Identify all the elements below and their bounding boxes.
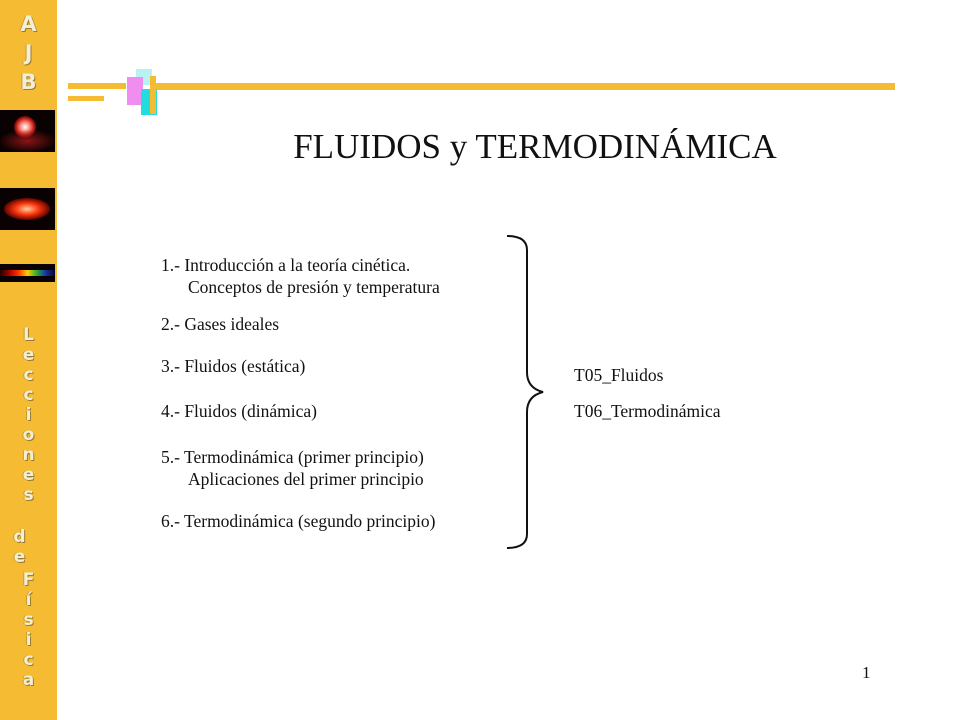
topic-line: 6.- Termodinámica (segundo principio) xyxy=(161,511,436,531)
left-sidebar-strip xyxy=(0,0,57,720)
sidebar-letter: F xyxy=(22,570,35,590)
topic-item-1 xyxy=(161,254,440,298)
sidebar-letter: s xyxy=(23,610,34,630)
sidebar-letter: i xyxy=(25,405,32,425)
sidebar-letter: n xyxy=(22,445,35,465)
monogram-letter: J xyxy=(24,41,33,65)
sidebar-photo-lab xyxy=(0,110,55,152)
topic-subline: Conceptos de presión y temperatura xyxy=(188,277,440,297)
topic-line: 5.- Termodinámica (primer principio) xyxy=(161,447,424,467)
sidebar-letter: c xyxy=(23,650,34,670)
sidebar-photo-flame xyxy=(0,188,55,230)
sidebar-letter: d xyxy=(13,527,26,547)
topic-item-5 xyxy=(161,446,424,490)
sidebar-photo-spectrum xyxy=(0,264,55,282)
slide-title: FLUIDOS y TERMODINÁMICA xyxy=(293,127,777,166)
sidebar-letter: L xyxy=(23,325,34,345)
decor-bar-short xyxy=(68,96,104,101)
sidebar-letter: e xyxy=(22,465,35,485)
sidebar-letter: i xyxy=(25,630,32,650)
topic-line: 2.- Gases ideales xyxy=(161,314,280,334)
topic-item-3 xyxy=(161,355,305,377)
topic-item-6 xyxy=(161,510,436,532)
page-number: 1 xyxy=(862,663,871,682)
decor-bar-long xyxy=(155,83,895,90)
sidebar-letter: í xyxy=(25,590,32,610)
decor-bar-vertical xyxy=(150,76,156,114)
decor-bar-short xyxy=(68,83,126,89)
topic-item-4 xyxy=(161,400,317,422)
sidebar-letter: c xyxy=(23,365,34,385)
topic-line: 4.- Fluidos (dinámica) xyxy=(161,401,318,421)
sidebar-letter: e xyxy=(13,547,26,567)
sidebar-letter: c xyxy=(23,385,34,405)
monogram-letter: B xyxy=(20,70,37,94)
sidebar-letter: a xyxy=(22,670,35,690)
sidebar-letter: o xyxy=(22,425,35,445)
topic-item-2 xyxy=(161,313,279,335)
sidebar-letter: e xyxy=(22,345,35,365)
topic-subline: Aplicaciones del primer principio xyxy=(188,469,424,489)
topic-line: 3.- Fluidos (estática) xyxy=(161,356,306,376)
file-ref-termodinamica: T06_Termodinámica xyxy=(574,401,721,421)
monogram-letter: A xyxy=(20,12,37,36)
topic-line: 1.- Introducción a la teoría cinética. xyxy=(161,255,411,275)
file-ref-fluidos: T05_Fluidos xyxy=(574,365,664,385)
sidebar-letter: s xyxy=(23,485,34,505)
curly-bracket xyxy=(505,234,549,552)
